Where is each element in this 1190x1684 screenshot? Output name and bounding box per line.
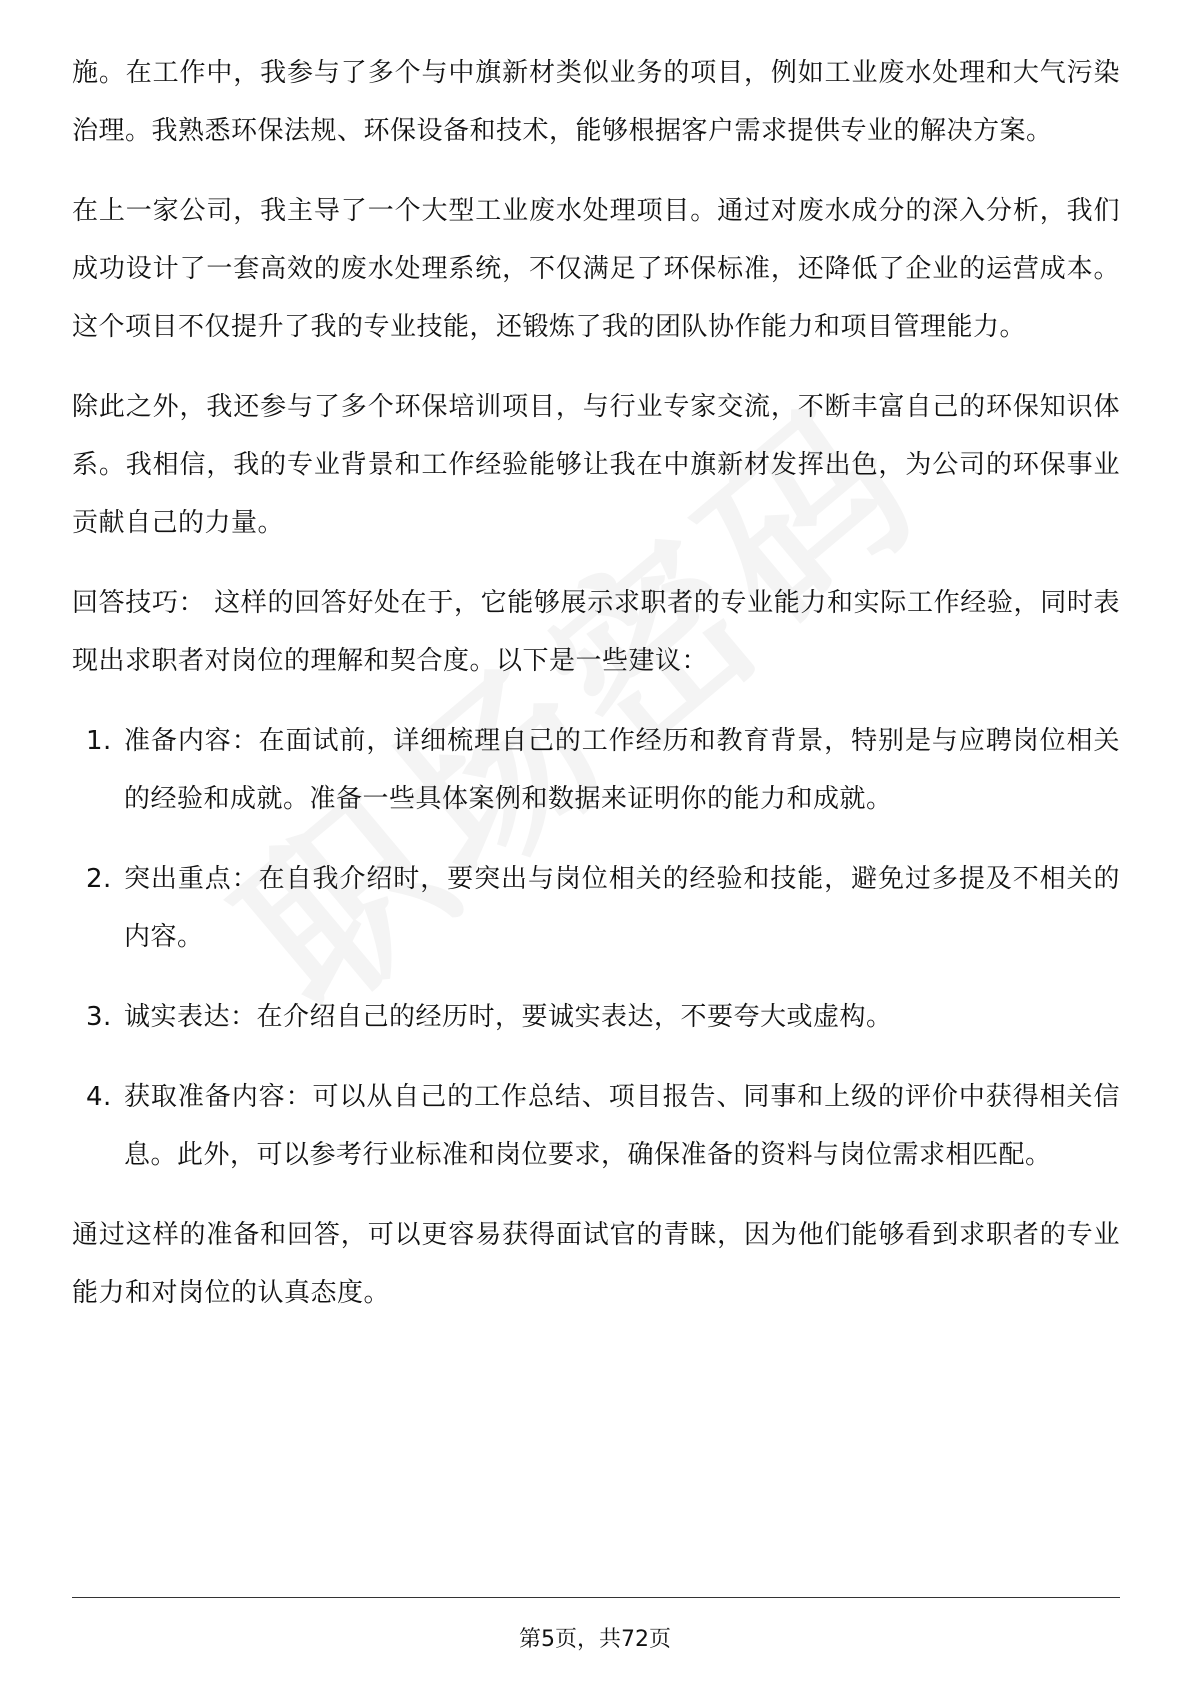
list-item: [72, 712, 1120, 828]
list-item-number: 2.: [86, 864, 112, 894]
list-item-text: 获取准备内容：可以从自己的工作总结、项目报告、同事和上级的评价中获得相关信息。此外，可以参考行业标准和岗位要求，确保准备的资料与岗位需求相匹配。: [124, 1082, 1120, 1170]
list-item-number: 1.: [86, 726, 112, 756]
list-item: [72, 988, 1120, 1046]
paragraph-conclusion: 通过这样的准备和回答，可以更容易获得面试官的青睐，因为他们能够看到求职者的专业能力和对岗位的认真态度。: [72, 1220, 1120, 1308]
list-item-text: 准备内容：在面试前，详细梳理自己的工作经历和教育背景，特别是与应聘岗位相关的经验和成就。准备一些具体案例和数据来证明你的能力和成就。: [124, 726, 1120, 814]
list-item: [72, 850, 1120, 966]
list-item: [72, 1068, 1120, 1184]
list-item-text: 诚实表达：在介绍自己的经历时，要诚实表达，不要夸大或虚构。: [124, 1002, 893, 1032]
footer-divider: [72, 1597, 1120, 1598]
paragraph-experience-intro: 施。在工作中，我参与了多个与中旗新材类似业务的项目，例如工业废水处理和大气污染治理。我熟悉环保法规、环保设备和技术，能够根据客户需求提供专业的解决方案。: [72, 58, 1120, 146]
list-item-number: 3.: [86, 1002, 112, 1032]
paragraph-answer-tips: 回答技巧： 这样的回答好处在于，它能够展示求职者的专业能力和实际工作经验，同时表现出求职者对岗位的理解和契合度。以下是一些建议：: [72, 588, 1120, 676]
tips-list: [72, 712, 1120, 1184]
list-item-number: 4.: [86, 1082, 112, 1112]
list-item-text: 突出重点：在自我介绍时，要突出与岗位相关的经验和技能，避免过多提及不相关的内容。: [124, 864, 1120, 952]
paragraph-training: 除此之外，我还参与了多个环保培训项目，与行业专家交流，不断丰富自己的环保知识体系。我相信，我的专业背景和工作经验能够让我在中旗新材发挥出色，为公司的环保事业贡献自己的力量。: [72, 392, 1120, 538]
page-content: [72, 44, 1120, 1344]
page-number: 第5页，共72页: [519, 1627, 671, 1652]
paragraph-previous-project: 在上一家公司，我主导了一个大型工业废水处理项目。通过对废水成分的深入分析，我们成功设计了一套高效的废水处理系统，不仅满足了环保标准，还降低了企业的运营成本。这个项目不仅提升了我的专业技能，还锻炼了我的团队协作能力和项目管理能力。: [72, 196, 1120, 342]
